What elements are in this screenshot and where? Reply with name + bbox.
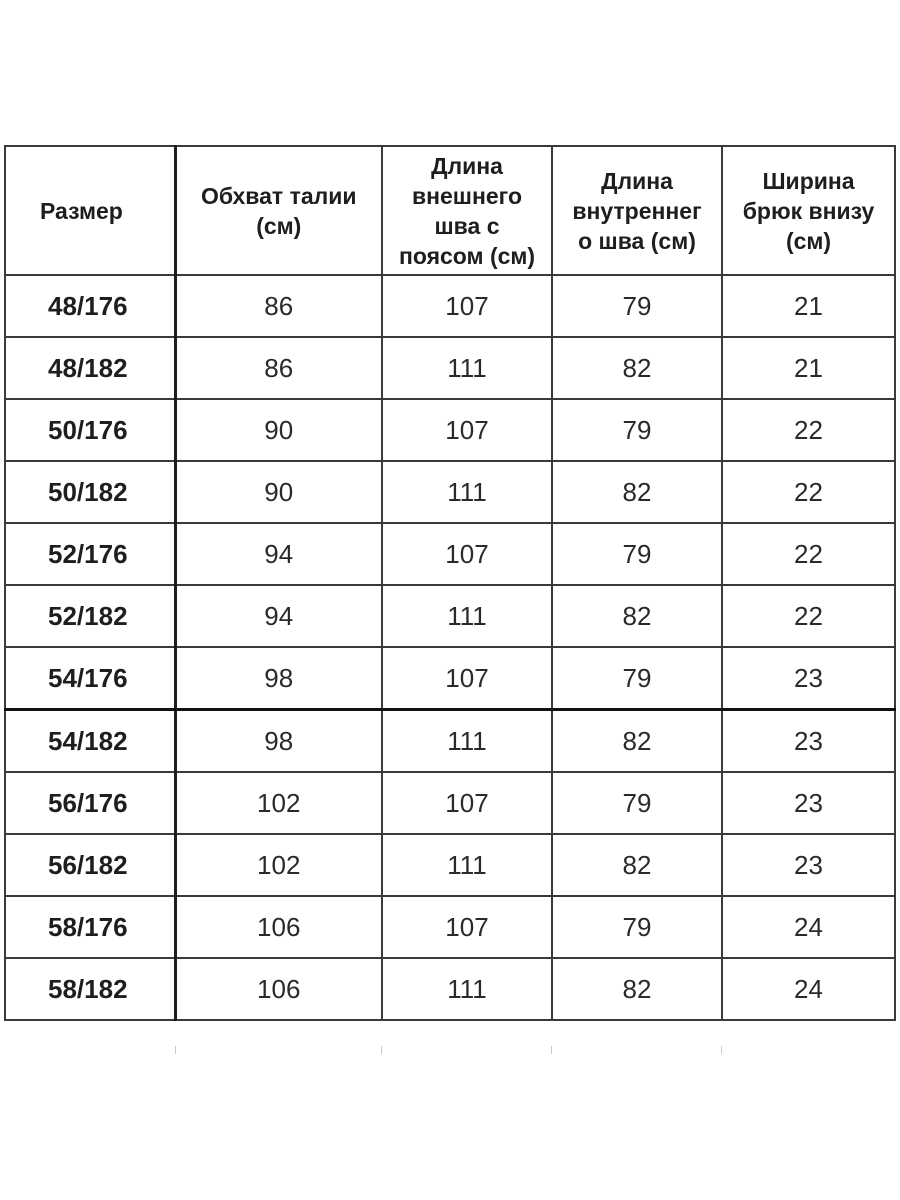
- header-outer-seam: [382, 146, 552, 275]
- waist-cell: 106: [175, 896, 382, 958]
- bottom-width-cell: 22: [722, 461, 895, 523]
- size-cell: 48/176: [5, 275, 175, 337]
- header-outer-line: поясом (см): [398, 242, 536, 269]
- outer-seam-cell: 111: [382, 958, 552, 1020]
- table-row: [5, 772, 895, 834]
- header-bottom-line: Ширина: [762, 167, 855, 194]
- inner-seam-cell: 82: [552, 834, 722, 896]
- header-waist-line: (см): [256, 212, 302, 239]
- bottom-width-cell: 23: [722, 834, 895, 896]
- inner-seam-cell: 82: [552, 337, 722, 399]
- header-bottom-width: [722, 146, 895, 275]
- waist-cell: 102: [175, 834, 382, 896]
- size-cell: 50/182: [5, 461, 175, 523]
- outer-seam-cell: 111: [382, 834, 552, 896]
- bottom-width-cell: 22: [722, 399, 895, 461]
- size-table: [4, 145, 896, 1021]
- inner-seam-cell: 79: [552, 275, 722, 337]
- header-inner-seam: [552, 146, 722, 275]
- bottom-width-cell: 21: [722, 337, 895, 399]
- gridline-stub: [551, 1046, 552, 1054]
- header-waist: [175, 146, 382, 275]
- header-bottom-line: (см): [785, 227, 832, 254]
- bottom-width-cell: 24: [722, 896, 895, 958]
- inner-seam-cell: 79: [552, 399, 722, 461]
- waist-cell: 98: [175, 710, 382, 773]
- header-row: [5, 146, 895, 275]
- header-size: [5, 146, 175, 275]
- outer-seam-cell: 107: [382, 523, 552, 585]
- header-inner-line: о шва (см): [578, 227, 696, 254]
- outer-seam-cell: 111: [382, 710, 552, 773]
- inner-seam-cell: 82: [552, 710, 722, 773]
- gridline-stub: [721, 1046, 722, 1054]
- table-row: [5, 647, 895, 710]
- outer-seam-cell: 107: [382, 772, 552, 834]
- table-row: [5, 399, 895, 461]
- table-row: [5, 896, 895, 958]
- header-outer-line: внешнего: [411, 182, 522, 209]
- header-inner-line: внутреннег: [572, 197, 702, 224]
- header-bottom-line: брюк внизу: [742, 197, 875, 224]
- size-cell: 48/182: [5, 337, 175, 399]
- bottom-width-cell: 22: [722, 585, 895, 647]
- inner-seam-cell: 79: [552, 647, 722, 710]
- gridline-stub: [381, 1046, 382, 1054]
- bottom-width-cell: 22: [722, 523, 895, 585]
- waist-cell: 94: [175, 585, 382, 647]
- bottom-width-cell: 23: [722, 772, 895, 834]
- table-row: [5, 337, 895, 399]
- waist-cell: 90: [175, 461, 382, 523]
- header-outer-line: Длина: [431, 152, 503, 179]
- table-row: [5, 958, 895, 1020]
- outer-seam-cell: 107: [382, 275, 552, 337]
- size-cell: 58/176: [5, 896, 175, 958]
- outer-seam-cell: 111: [382, 461, 552, 523]
- size-cell: 54/176: [5, 647, 175, 710]
- table-row: [5, 275, 895, 337]
- size-cell: 56/182: [5, 834, 175, 896]
- bottom-width-cell: 24: [722, 958, 895, 1020]
- inner-seam-cell: 82: [552, 461, 722, 523]
- size-cell: 54/182: [5, 710, 175, 773]
- table-row: [5, 710, 895, 773]
- bottom-width-cell: 23: [722, 647, 895, 710]
- inner-seam-cell: 79: [552, 896, 722, 958]
- waist-cell: 102: [175, 772, 382, 834]
- header-inner-line: Длина: [601, 167, 673, 194]
- table-row: [5, 834, 895, 896]
- outer-seam-cell: 107: [382, 896, 552, 958]
- gridline-stub: [175, 1046, 176, 1054]
- waist-cell: 86: [175, 275, 382, 337]
- waist-cell: 86: [175, 337, 382, 399]
- header-size-text: Размер: [40, 197, 123, 224]
- inner-seam-cell: 82: [552, 958, 722, 1020]
- waist-cell: 94: [175, 523, 382, 585]
- outer-seam-cell: 111: [382, 337, 552, 399]
- inner-seam-cell: 79: [552, 523, 722, 585]
- size-cell: 52/176: [5, 523, 175, 585]
- inner-seam-cell: 82: [552, 585, 722, 647]
- size-cell: 52/182: [5, 585, 175, 647]
- outer-seam-cell: 111: [382, 585, 552, 647]
- table-row: [5, 461, 895, 523]
- outer-seam-cell: 107: [382, 647, 552, 710]
- table-row: [5, 523, 895, 585]
- table-row: [5, 585, 895, 647]
- waist-cell: 106: [175, 958, 382, 1020]
- outer-seam-cell: 107: [382, 399, 552, 461]
- size-cell: 58/182: [5, 958, 175, 1020]
- size-cell: 50/176: [5, 399, 175, 461]
- waist-cell: 90: [175, 399, 382, 461]
- bottom-width-cell: 23: [722, 710, 895, 773]
- header-waist-line: Обхват талии: [200, 182, 357, 209]
- bottom-width-cell: 21: [722, 275, 895, 337]
- inner-seam-cell: 79: [552, 772, 722, 834]
- waist-cell: 98: [175, 647, 382, 710]
- header-outer-line: шва с: [434, 212, 500, 239]
- size-chart: [4, 145, 894, 1021]
- size-cell: 56/176: [5, 772, 175, 834]
